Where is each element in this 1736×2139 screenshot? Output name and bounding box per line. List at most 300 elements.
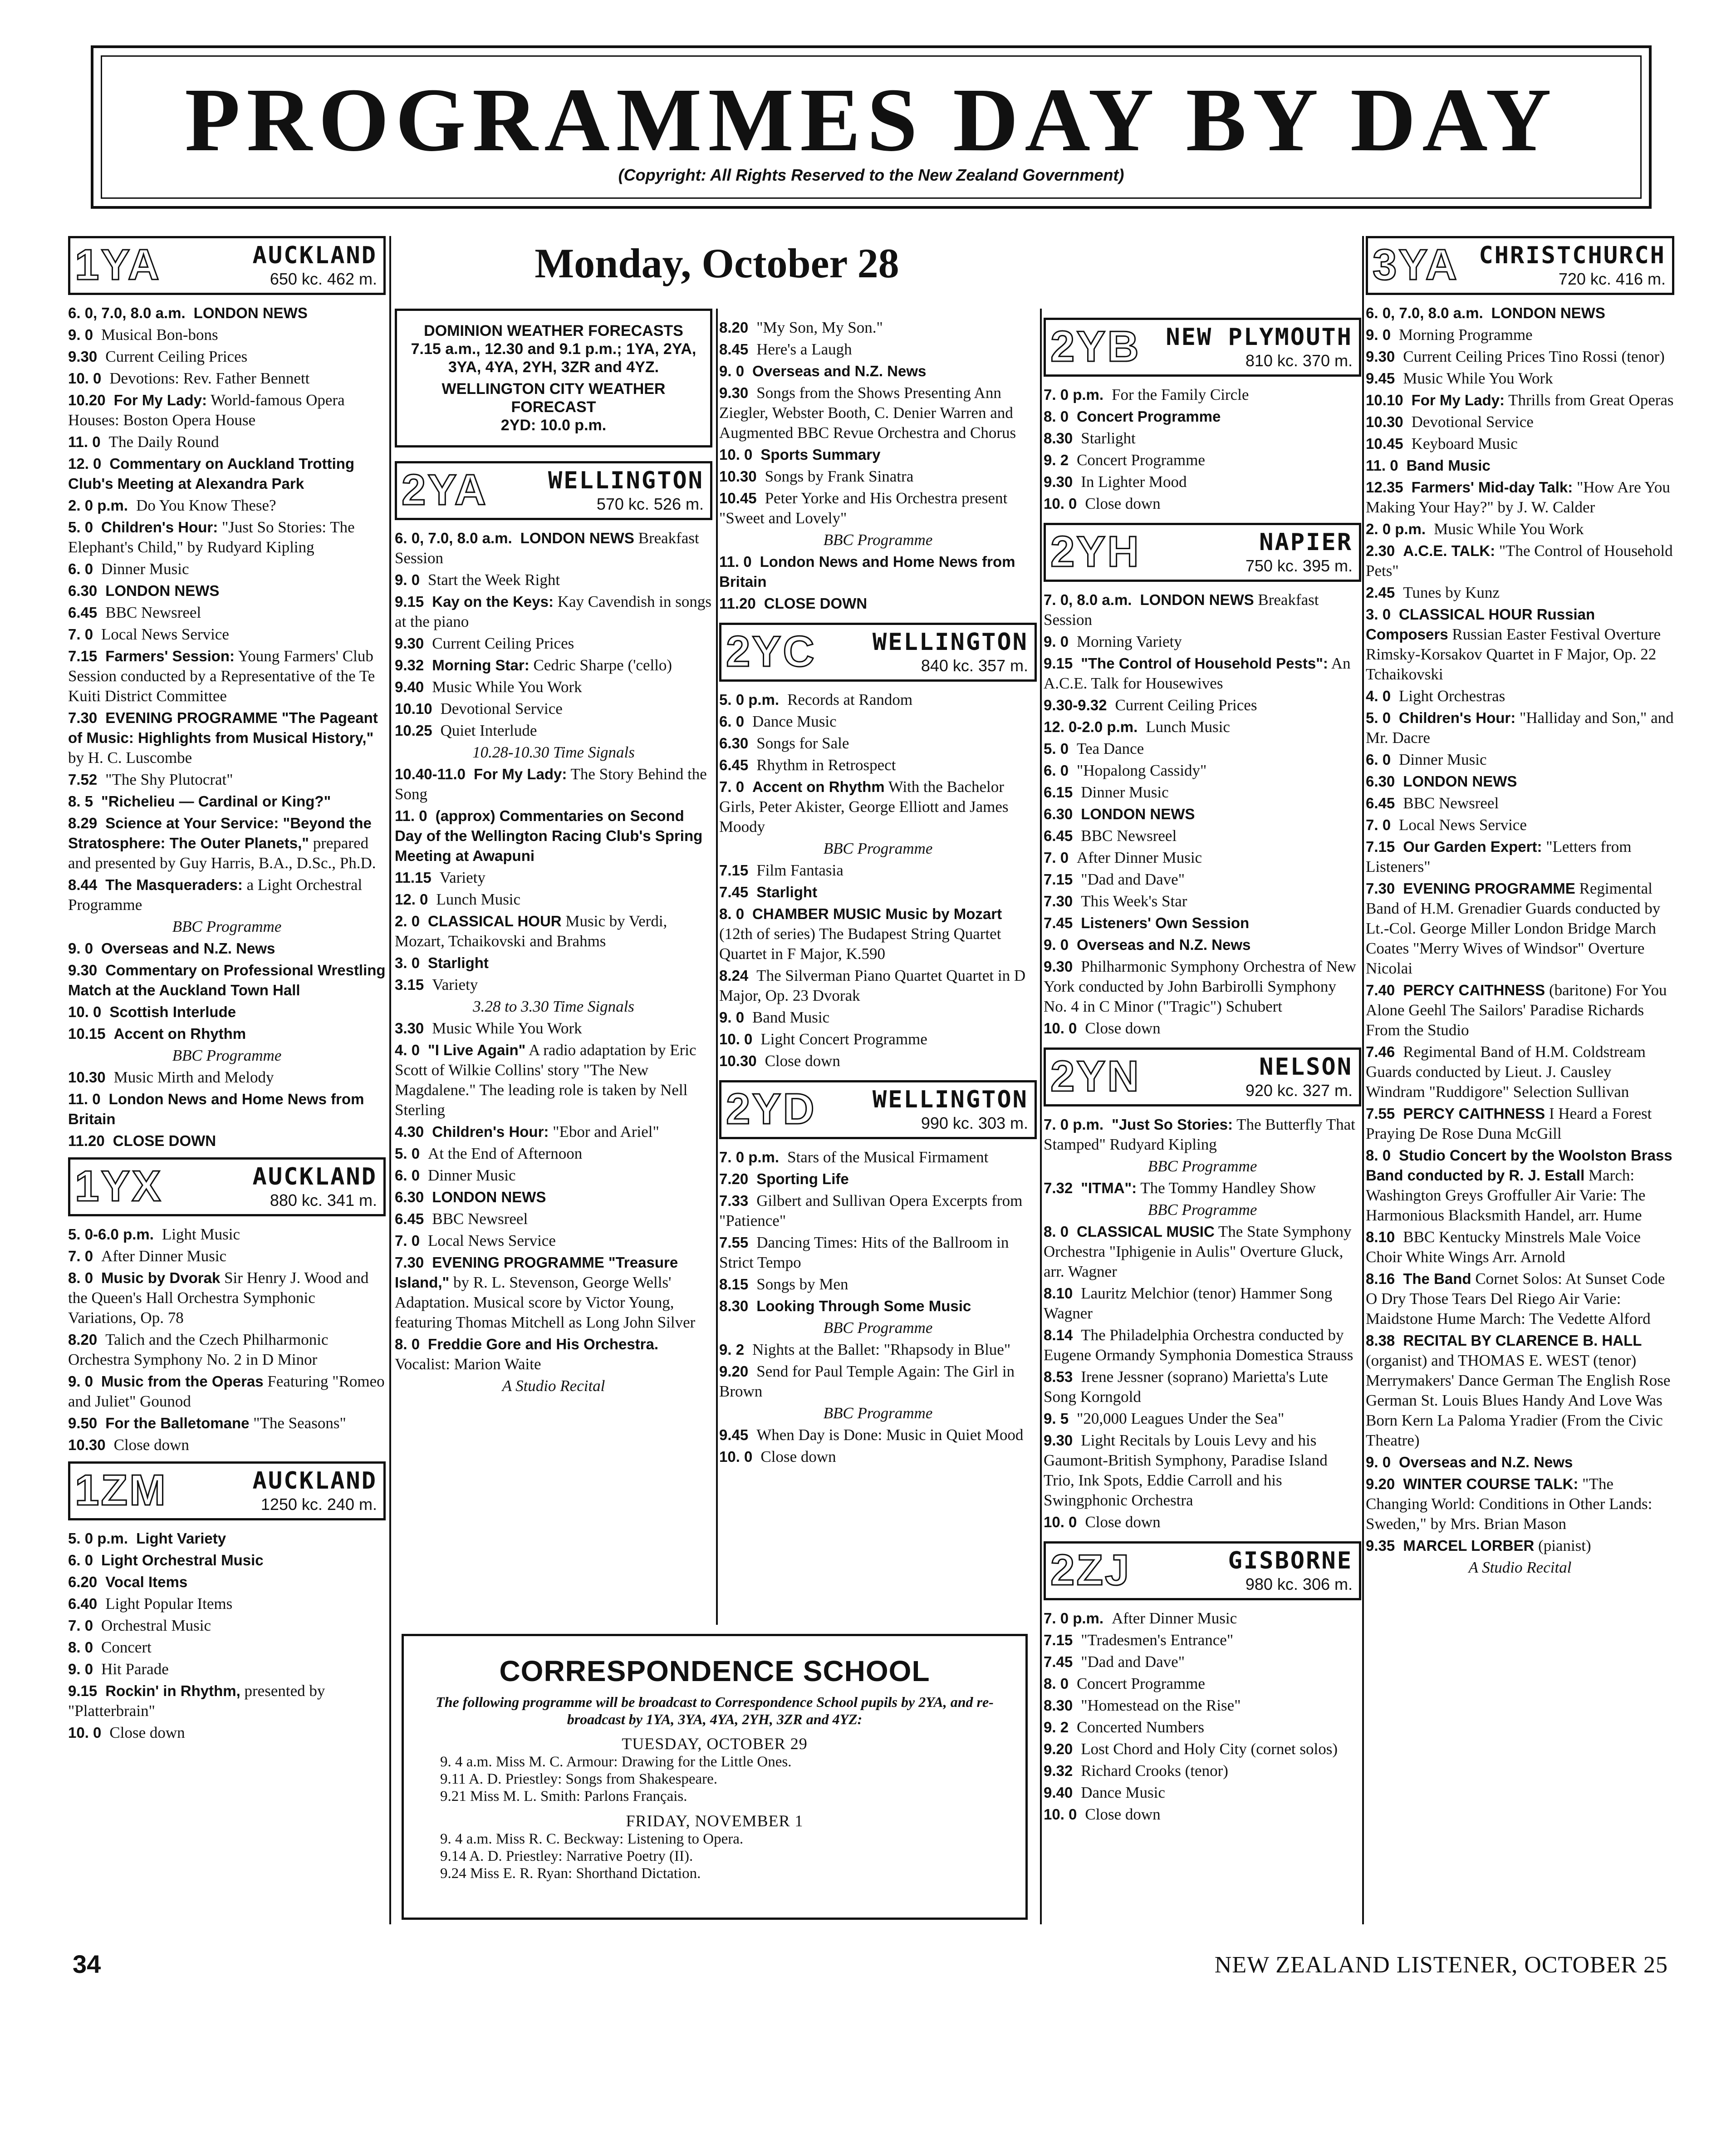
schedule-time: 6.45 (68, 604, 98, 621)
schedule-time: 7.15 (1044, 1632, 1073, 1648)
schedule-highlight: Overseas and N.Z. News (101, 940, 275, 957)
schedule-item (68, 390, 386, 430)
schedule-item (719, 755, 1037, 775)
schedule-time: 4. 0 (395, 1042, 420, 1058)
schedule-time: 7.55 (1366, 1105, 1395, 1122)
schedule-time: 9.30 (1044, 958, 1073, 975)
schedule-time: 9. 0 (68, 1373, 93, 1390)
schedule-description: Close down (1085, 1513, 1161, 1531)
programme-credit: BBC Programme (823, 1319, 933, 1337)
schedule-description: Sir Henry J. Wood and the Queen's Hall Orchestra Symphonic Variations, Op. 78 (68, 1269, 369, 1327)
schedule-time: 10. 0 (719, 1031, 753, 1047)
schedule-item (719, 445, 1037, 465)
schedule-item (1366, 793, 1674, 813)
schedule-time: 8.30 (1044, 430, 1073, 447)
schedule-highlight: CLOSE DOWN (764, 595, 868, 612)
schedule-item (68, 1659, 386, 1679)
schedule-highlight: Children's Hour: (432, 1123, 549, 1140)
schedule-description: Devotional Service (440, 700, 563, 718)
station-city: WELLINGTON (872, 629, 1028, 656)
schedule-highlight: LONDON NEWS (193, 305, 308, 321)
schedule-item (68, 939, 386, 959)
schedule-item (719, 1191, 1037, 1231)
schedule-item (68, 1131, 386, 1151)
schedule-description: Musical Bon-bons (101, 326, 218, 344)
schedule-highlight: EVENING PROGRAMME (1403, 880, 1575, 897)
schedule-time: 10.15 (68, 1025, 106, 1042)
station-header-2ya (395, 461, 712, 520)
schedule-highlight: Music by Dvorak (101, 1269, 221, 1286)
schedule-description: Cedric Sharpe ('cello) (533, 656, 672, 674)
schedule-time: 11. 0 (719, 553, 752, 570)
schedule-highlight: A.C.E. TALK: (1403, 542, 1496, 559)
schedule-time: 9.30 (1366, 348, 1395, 365)
schedule-item (395, 677, 712, 697)
schedule-description: Breakfast Session (1044, 591, 1319, 629)
schedule-time: 9.50 (68, 1415, 98, 1431)
station-call-sign: 2YC (726, 627, 816, 676)
schedule-highlight: Farmers' Mid-day Talk: (1411, 479, 1573, 496)
schedule-highlight: MARCEL LORBER (1403, 1537, 1535, 1554)
schedule-item (1044, 1512, 1361, 1532)
schedule-description: presented by "Platterbrain" (68, 1682, 325, 1720)
masthead-inner-border (101, 55, 1642, 199)
programme-credit: 10.28-10.30 Time Signals (472, 743, 635, 761)
schedule-item (395, 592, 712, 632)
schedule-description: Music Mirth and Melody (113, 1068, 274, 1086)
schedule-item (68, 1224, 386, 1244)
schedule-item (1044, 1696, 1361, 1716)
schedule-item (68, 1372, 386, 1411)
schedule-time: 8.14 (1044, 1327, 1073, 1343)
schedule-item (1366, 434, 1674, 454)
schedule-item (1044, 913, 1361, 933)
correspondence-lesson: 9.21 Miss M. L. Smith: Parlons Français. (440, 1788, 687, 1805)
correspondence-lesson: 9. 4 a.m. Miss M. C. Armour: Drawing for the Little Ones. (440, 1754, 792, 1770)
schedule-description: The Tommy Handley Show (1140, 1179, 1316, 1197)
city-weather-time: 2YD: 10.0 p.m. (500, 417, 607, 434)
schedule-highlight: PERCY CAITHNESS (1403, 1105, 1545, 1122)
schedule-list (68, 1224, 386, 1455)
schedule-time: 9. 0 (395, 571, 420, 588)
schedule-item (1366, 837, 1674, 877)
schedule-item (719, 467, 1037, 487)
schedule-item (395, 975, 712, 995)
schedule-time: 7. 0 (719, 778, 745, 795)
schedule-description: I Heard a Forest Praying De Rose Duna McGill (1366, 1105, 1652, 1142)
schedule-time: 8.20 (68, 1331, 98, 1348)
schedule-description: Band Music (752, 1008, 830, 1026)
schedule-description: March: Washington Greys Groffuller Air Varie: The Harmonious Blacksmith Handel, arr. Hume (1366, 1166, 1646, 1224)
schedule-item (68, 646, 386, 706)
schedule-item (1366, 1452, 1674, 1472)
schedule-description: "Just So Stories: The Elephant's Child," by Rudyard Kipling (68, 518, 355, 556)
schedule-description: Music by Verdi, Mozart, Tchaikovski and Brahms (395, 912, 667, 950)
schedule-highlight: LONDON NEWS (1491, 305, 1605, 321)
schedule-description: BBC Newsreel (432, 1210, 528, 1228)
schedule-item (68, 517, 386, 557)
schedule-item (1044, 1739, 1361, 1759)
schedule-description: "My Son, My Son." (756, 319, 883, 336)
schedule-time: 8.24 (719, 967, 749, 984)
schedule-time: 8.29 (68, 815, 98, 831)
schedule-time: 7.40 (1366, 982, 1395, 998)
schedule-description: BBC Newsreel (1081, 827, 1177, 845)
schedule-time: 8. 0 (1044, 1223, 1069, 1240)
station-call-sign: 2YN (1050, 1052, 1141, 1101)
schedule-description: Close down (1085, 1805, 1161, 1823)
station-city: NAPIER (1259, 529, 1353, 556)
schedule-time: 8.38 (1366, 1332, 1395, 1349)
schedule-description: World-famous Opera Houses: Boston Opera House (68, 391, 345, 429)
schedule-time: 9.30 (395, 635, 424, 652)
schedule-time: 5. 0 (68, 519, 93, 536)
schedule-time: 9.40 (395, 679, 424, 695)
schedule-description: Send for Paul Temple Again: The Girl in Brown (719, 1362, 1015, 1400)
programme-credit: BBC Programme (1148, 1157, 1257, 1175)
schedule-description: With the Bachelor Girls, Peter Akister, George Elliott and James Moody (719, 778, 1009, 836)
schedule-time: 6. 0, 7.0, 8.0 a.m. (395, 530, 512, 546)
schedule-highlight: Accent on Rhythm (113, 1025, 246, 1042)
schedule-time: 9.35 (1366, 1537, 1395, 1554)
schedule-item (68, 770, 386, 790)
column-divider (1040, 309, 1042, 1924)
schedule-description: Concerted Numbers (1077, 1718, 1204, 1736)
schedule-time: 11. 0 (1366, 457, 1398, 474)
weather-times: 7.15 a.m., 12.30 and 9.1 p.m.; 1YA, 2YA, 3YA, 4YA, 2YH, 3ZR and 4YZ. (411, 340, 696, 376)
schedule-time: 5. 0 (1044, 740, 1069, 757)
schedule-description: Dinner Music (1081, 783, 1169, 801)
schedule-time: 7.46 (1366, 1043, 1395, 1060)
schedule-description: Current Ceiling Prices (1115, 696, 1257, 714)
schedule-time: 10.30 (719, 468, 757, 485)
schedule-time: 8. 5 (68, 793, 93, 810)
schedule-highlight: Children's Hour: (101, 519, 218, 536)
schedule-highlight: Children's Hour: (1399, 709, 1516, 726)
schedule-highlight: London News and Home News from Britain (719, 553, 1015, 590)
schedule-time: 7.15 (719, 862, 749, 879)
schedule-time: 6.45 (395, 1210, 424, 1227)
schedule-time: 7.45 (1044, 915, 1073, 931)
schedule-item (719, 777, 1037, 837)
schedule-item (395, 570, 712, 590)
schedule-time: 7.32 (1044, 1180, 1073, 1196)
schedule-item (1044, 407, 1361, 427)
schedule-description: Richard Crooks (tenor) (1081, 1762, 1228, 1780)
schedule-list (1044, 1608, 1361, 1824)
schedule-item (1366, 456, 1674, 476)
schedule-description: Songs by Frank Sinatra (765, 467, 914, 485)
schedule-description: Philharmonic Symphony Orchestra of New York conducted by John Barbirolli Symphony No. 4 in C Minor ("Tragic") Schubert (1044, 958, 1356, 1015)
schedule-time: 7.30 (1044, 893, 1073, 910)
schedule-item (68, 347, 386, 367)
schedule-item (1044, 1367, 1361, 1407)
schedule-item (68, 581, 386, 601)
schedule-item (68, 1637, 386, 1657)
schedule-description: "Ebor and Ariel" (553, 1123, 659, 1141)
schedule-highlight: LONDON NEWS (1403, 773, 1517, 790)
schedule-time: 6.45 (1366, 795, 1395, 811)
schedule-highlight: "Just So Stories: (1112, 1116, 1233, 1133)
schedule-item (68, 1616, 386, 1636)
schedule-item (1044, 654, 1361, 693)
schedule-time: 8. 0 (395, 1336, 420, 1352)
schedule-description: Talich and the Czech Philharmonic Orchestra Symphony No. 2 in D Minor (68, 1331, 329, 1368)
schedule-description: Featuring "Romeo and Juliet" Gounod (68, 1372, 385, 1410)
schedule-time: 4.30 (395, 1123, 424, 1140)
schedule-description: Do You Know These? (136, 497, 276, 514)
schedule-item (1366, 1042, 1674, 1102)
schedule-time: 6.45 (719, 757, 749, 773)
schedule-time: 9. 0 (68, 940, 93, 957)
schedule-item (1044, 761, 1361, 781)
schedule-highlight: Our Garden Expert: (1403, 838, 1542, 855)
schedule-item (719, 733, 1037, 753)
schedule-item (1044, 494, 1361, 514)
schedule-list (68, 303, 386, 1151)
correspondence-day-heading: TUESDAY, OCTOBER 29 (622, 1735, 808, 1753)
station-call-sign: 2YA (402, 466, 488, 514)
schedule-item (395, 1187, 712, 1207)
schedule-time: 7.20 (719, 1170, 749, 1187)
schedule-list (395, 528, 712, 1396)
schedule-item (719, 904, 1037, 964)
schedule-time: 9. 0 (1044, 633, 1069, 650)
schedule-list (1044, 1115, 1361, 1532)
schedule-time: 7. 0, 8.0 a.m. (1044, 591, 1132, 608)
schedule-highlight: Looking Through Some Music (756, 1298, 971, 1314)
schedule-item (719, 594, 1037, 614)
schedule-description: Close down (760, 1448, 836, 1465)
schedule-item (68, 559, 386, 579)
schedule-description: Close down (765, 1052, 840, 1070)
schedule-description: Songs from the Shows Presenting Ann Ziegler, Webster Booth, C. Denier Warren and Augmented BBC Revue Orchestra and Chorus (719, 384, 1016, 442)
schedule-description: Cornet Solos: At Sunset Code O Dry Those Tears Del Riego Air Varie: Maidstone Hume March: The Vedette Alford (1366, 1270, 1665, 1328)
station-header-2yc (719, 623, 1037, 682)
schedule-time: 6. 0 (1366, 751, 1391, 768)
schedule-item (1044, 385, 1361, 405)
schedule-time: 7. 0 (68, 1248, 93, 1264)
schedule-time: 10.45 (1366, 435, 1403, 452)
schedule-highlight: The Band (1403, 1270, 1471, 1287)
schedule-item (68, 432, 386, 452)
schedule-item (1366, 605, 1674, 684)
schedule-item (719, 1169, 1037, 1189)
schedule-time: 6.20 (68, 1574, 98, 1590)
schedule-time: 9. 0 (719, 363, 745, 379)
schedule-item (68, 1723, 386, 1743)
schedule-item (395, 1334, 712, 1374)
schedule-description: BBC Newsreel (1403, 794, 1499, 812)
city-weather-heading: WELLINGTON CITY WEATHER FORECAST (441, 380, 666, 416)
schedule-item (1044, 935, 1361, 955)
schedule-description: Vocalist: Marion Waite (395, 1355, 541, 1373)
schedule-description: The Philadelphia Orchestra conducted by Eugene Ormandy Symphonia Domestica Strauss (1044, 1326, 1353, 1364)
schedule-highlight: Starlight (756, 884, 818, 900)
schedule-description: by H. C. Luscombe (68, 749, 192, 767)
schedule-highlight: For My Lady: (113, 392, 207, 408)
schedule-time: 9.30 (1044, 473, 1073, 490)
schedule-item (1366, 519, 1674, 539)
schedule-time: 9.15 (68, 1682, 98, 1699)
schedule-time: 9. 2 (1044, 1719, 1069, 1736)
schedule-highlight: Overseas and N.Z. News (1077, 936, 1251, 953)
schedule-item (719, 318, 1037, 338)
schedule-time: 9.30 (719, 384, 749, 401)
schedule-description: The Story Behind the Song (395, 765, 707, 803)
schedule-description: Light Recitals by Louis Levy and his Gaumont-British Symphony, Paradise Island Trio, Ink Spots, Eddie Carroll and his Swingphonic Orchestra (1044, 1431, 1328, 1509)
schedule-item (68, 1268, 386, 1328)
schedule-item (68, 875, 386, 915)
schedule-description: "Halliday and Son," and Mr. Dacre (1366, 709, 1674, 747)
schedule-time: 7. 0 p.m. (1044, 1116, 1104, 1133)
schedule-time: 12. 0-2.0 p.m. (1044, 718, 1138, 735)
schedule-item (719, 1029, 1037, 1049)
schedule-description: The Daily Round (108, 433, 219, 451)
schedule-highlight: For My Lady: (1411, 392, 1505, 408)
schedule-description: "The Control of Household Pets" (1366, 542, 1673, 580)
station-header-2yb (1044, 318, 1361, 377)
station-header-1zm (68, 1461, 386, 1520)
schedule-highlight: CLASSICAL HOUR Russian Composers (1366, 606, 1595, 643)
schedule-description: Songs by Men (756, 1275, 848, 1293)
schedule-item (719, 1051, 1037, 1071)
schedule-description: Irene Jessner (soprano) Marietta's Lute Song Korngold (1044, 1368, 1328, 1406)
schedule-item (1366, 412, 1674, 432)
schedule-highlight: "ITMA": (1081, 1180, 1137, 1196)
schedule-item (1366, 541, 1674, 581)
schedule-description: Lost Chord and Holy City (cornet solos) (1081, 1740, 1338, 1758)
schedule-highlight: LONDON NEWS (1140, 591, 1254, 608)
schedule-time: 7. 0 (1044, 849, 1069, 866)
schedule-item (1366, 980, 1674, 1040)
schedule-description: "The Shy Plutocrat" (105, 771, 233, 788)
schedule-time: 6. 0 (395, 1167, 420, 1184)
schedule-description: "Dad and Dave" (1081, 870, 1185, 888)
station-header-1ya (68, 236, 386, 295)
schedule-item (1044, 1761, 1361, 1781)
station-city: AUCKLAND (252, 1163, 377, 1190)
schedule-time: 8.15 (719, 1276, 749, 1293)
station-frequency: 570 kc. 526 m. (596, 495, 704, 513)
schedule-description: "Hopalong Cassidy" (1077, 762, 1207, 779)
station-call-sign: 1YX (75, 1162, 163, 1210)
schedule-item (1044, 1178, 1361, 1198)
schedule-item (1366, 1331, 1674, 1451)
schedule-time: 9. 5 (1044, 1410, 1069, 1427)
schedule-description: "How Are You Making Your Hay?" by J. W. Calder (1366, 478, 1670, 516)
schedule-item (1044, 1409, 1361, 1429)
station-frequency: 880 kc. 341 m. (270, 1191, 377, 1210)
schedule-description: Close down (113, 1436, 189, 1454)
schedule-time: 10. 0 (68, 370, 102, 387)
schedule-description: The Butterfly That Stamped" Rudyard Kipling (1044, 1116, 1355, 1153)
station-frequency: 920 kc. 327 m. (1245, 1081, 1353, 1100)
schedule-time: 6. 0 (68, 561, 93, 577)
schedule-time: 2.45 (1366, 584, 1395, 601)
schedule-highlight: London News and Home News from Britain (68, 1091, 364, 1127)
schedule-highlight: Commentary on Auckland Trotting Club's Meeting at Alexandra Park (68, 455, 355, 492)
schedule-item (1366, 1474, 1674, 1534)
schedule-description: Current Ceiling Prices (432, 634, 574, 652)
schedule-time: 8. 0 (1366, 1147, 1391, 1164)
schedule-item (719, 1425, 1037, 1445)
schedule-description: Variety (432, 976, 478, 993)
schedule-time: 9. 0 (1044, 936, 1069, 953)
schedule-time: 7.55 (719, 1234, 749, 1251)
station-frequency: 750 kc. 395 m. (1245, 556, 1353, 575)
schedule-description: After Dinner Music (1112, 1609, 1237, 1627)
schedule-highlight: Overseas and N.Z. News (1399, 1454, 1573, 1470)
schedule-description: BBC Kentucky Minstrels Male Voice Choir White Wings Arr. Arnold (1366, 1228, 1641, 1266)
schedule-highlight: Studio Concert by the Woolston Brass Band conducted by R. J. Estall (1366, 1147, 1672, 1184)
schedule-description: Concert (101, 1638, 152, 1656)
schedule-item (68, 1413, 386, 1433)
schedule-description: After Dinner Music (101, 1247, 227, 1265)
schedule-description: Variety (439, 869, 485, 886)
schedule-description: BBC Newsreel (105, 604, 201, 621)
schedule-highlight: Band Music (1406, 457, 1491, 474)
station-city: AUCKLAND (252, 242, 377, 269)
schedule-time: 6.30 (719, 735, 749, 752)
schedule-description: Stars of the Musical Firmament (787, 1148, 989, 1166)
schedule-time: 6. 0, 7.0, 8.0 a.m. (68, 305, 186, 321)
schedule-time: 5. 0-6.0 p.m. (68, 1226, 154, 1243)
schedule-time: 10.30 (719, 1052, 757, 1069)
station-call-sign: 2ZJ (1050, 1546, 1131, 1594)
schedule-time: 2. 0 p.m. (1366, 521, 1426, 537)
schedule-item (1044, 717, 1361, 737)
schedule-time: 8.10 (1044, 1285, 1073, 1302)
schedule-highlight: Starlight (428, 954, 489, 971)
schedule-item (68, 1572, 386, 1592)
schedule-time: 10. 0 (1044, 1806, 1077, 1823)
schedule-item (1044, 1630, 1361, 1650)
schedule-item (1044, 1717, 1361, 1737)
schedule-time: 9.40 (1044, 1784, 1073, 1801)
correspondence-school-box (402, 1634, 1028, 1920)
schedule-description: Dinner Music (1399, 751, 1487, 768)
station-header-1yx (68, 1157, 386, 1216)
schedule-highlight: Kay on the Keys: (432, 593, 554, 610)
schedule-description: Hit Parade (101, 1660, 169, 1678)
schedule-highlight: WINTER COURSE TALK: (1403, 1475, 1579, 1492)
station-frequency: 980 kc. 306 m. (1245, 1575, 1353, 1593)
schedule-item (1366, 1104, 1674, 1144)
station-call-sign: 3YA (1373, 241, 1459, 289)
schedule-time: 11.20 (719, 595, 756, 612)
schedule-time: 3. 0 (1366, 606, 1391, 623)
schedule-item (68, 708, 386, 768)
schedule-description: Dinner Music (101, 560, 189, 578)
schedule-time: 10. 0 (1044, 1020, 1077, 1037)
schedule-item (1044, 1431, 1361, 1510)
correspondence-lesson: 9.11 A. D. Priestley: Songs from Shakespeare. (440, 1771, 718, 1787)
schedule-item (68, 369, 386, 388)
schedule-highlight: PERCY CAITHNESS (1403, 982, 1545, 998)
schedule-highlight: For the Balletomane (105, 1415, 250, 1431)
schedule-description: After Dinner Music (1077, 849, 1202, 866)
schedule-time: 7. 0 p.m. (719, 1149, 780, 1165)
schedule-list (719, 690, 1037, 1071)
schedule-highlight: Light Orchestral Music (101, 1552, 264, 1569)
schedule-description: Lunch Music (1146, 718, 1230, 736)
schedule-description: Rhythm in Retrospect (756, 756, 896, 774)
schedule-time: 9.30 (68, 962, 98, 979)
schedule-item (1366, 477, 1674, 517)
schedule-time: 7.45 (1044, 1653, 1073, 1670)
schedule-time: 6.30 (1366, 773, 1395, 790)
